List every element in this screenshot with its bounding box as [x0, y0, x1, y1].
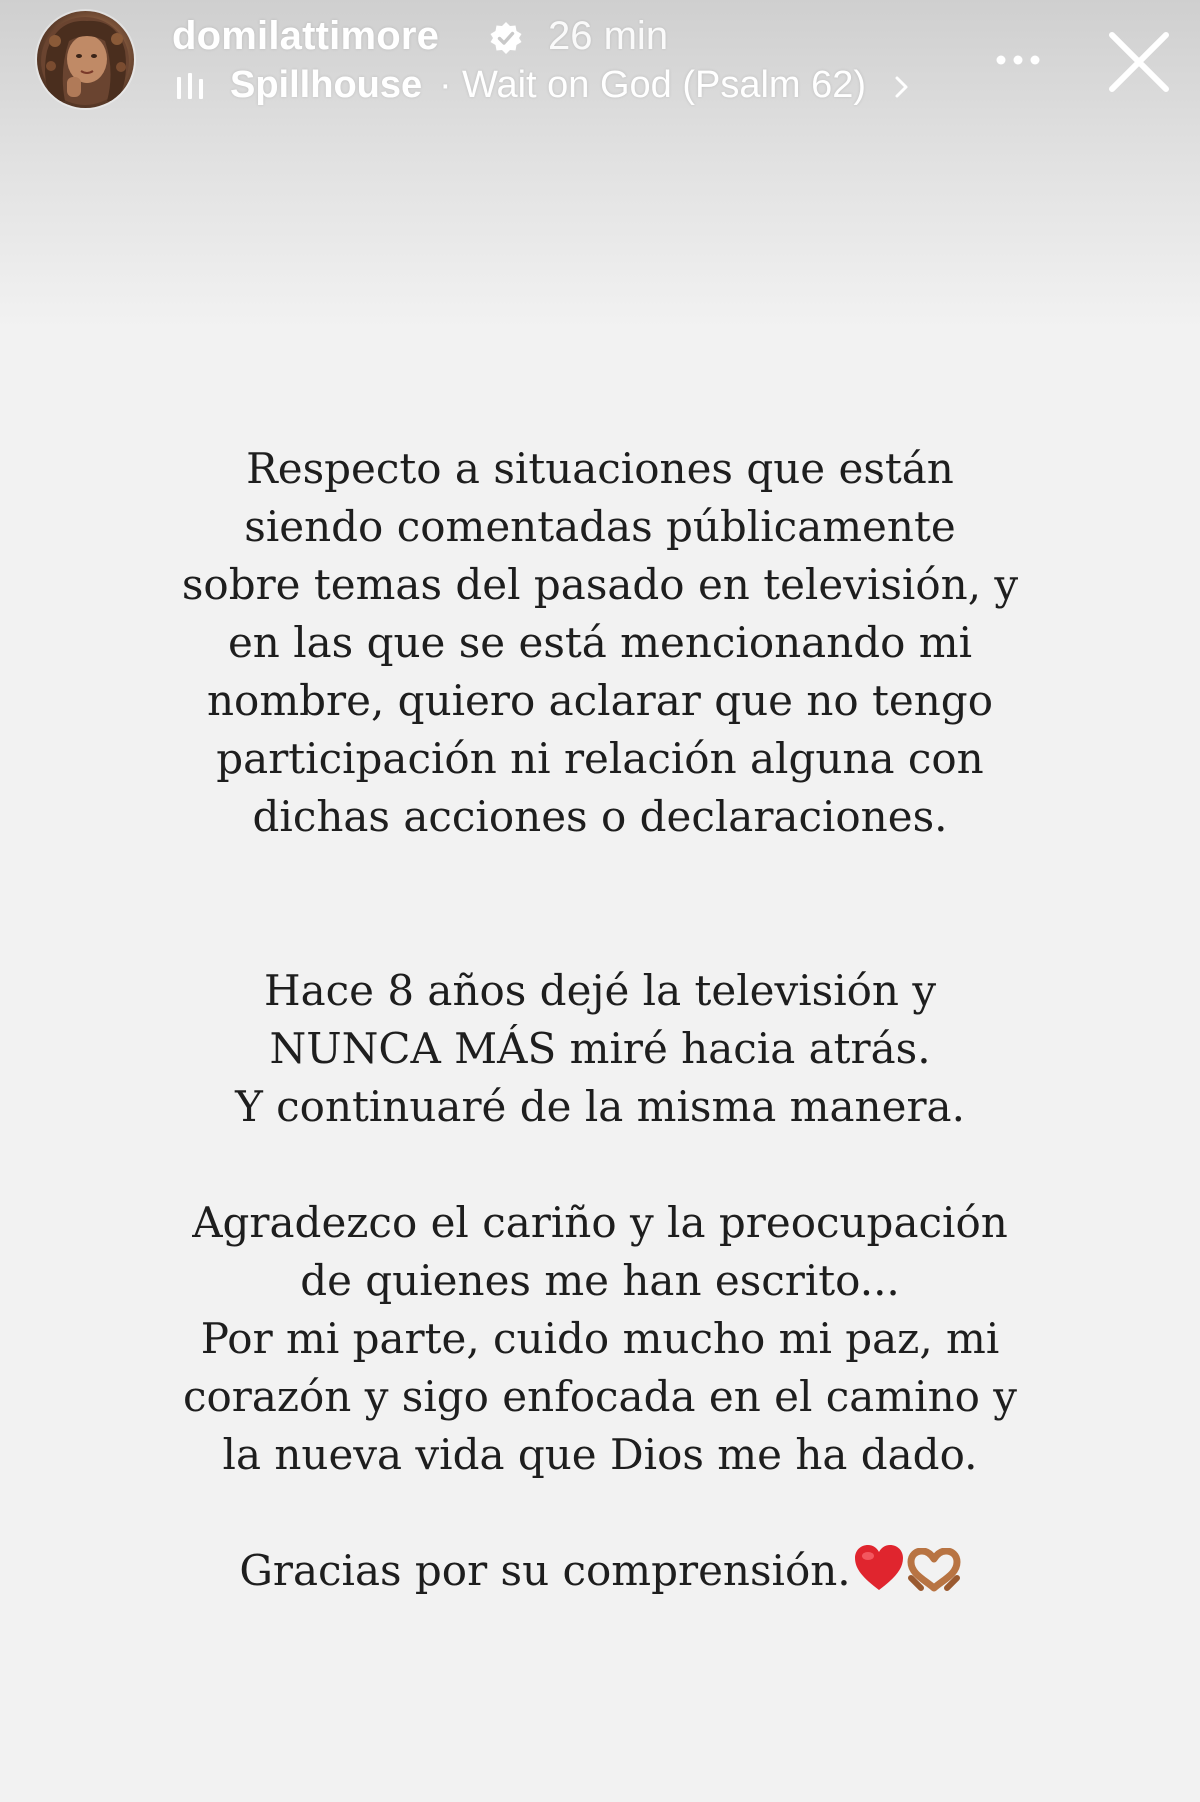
paragraph-spacer [100, 846, 1100, 962]
text-line: sobre temas del pasado en televisión, y [181, 560, 1019, 609]
text-line: dichas acciones o declaraciones. [252, 792, 948, 841]
paragraph-television [100, 962, 1100, 1136]
more-dots-icon [992, 65, 1044, 84]
story-text [100, 440, 1100, 1607]
music-separator: · [439, 64, 452, 106]
text-line: corazón y sigo enfocada en el camino y [182, 1372, 1018, 1421]
text-line: participación ni relación alguna con [216, 734, 984, 783]
music-artist[interactable]: Spillhouse [230, 64, 423, 106]
text-line: Por mi parte, cuido mucho mi paz, mi [200, 1314, 1000, 1363]
text-line: Respecto a situaciones que están [246, 444, 954, 493]
text-line: siendo comentadas públicamente [244, 502, 956, 551]
profile-avatar[interactable] [37, 11, 134, 108]
red-heart-emoji [853, 1544, 905, 1607]
verified-badge-icon [489, 21, 523, 55]
close-icon [1104, 82, 1174, 101]
text-line: de quienes me han escrito... [300, 1256, 900, 1305]
more-options-button[interactable] [992, 40, 1044, 80]
text-line: Gracias por su comprensión. [239, 1546, 851, 1595]
thanks-line [100, 1542, 1100, 1607]
paragraph-thanks [100, 1542, 1100, 1607]
heart-hands-emoji [907, 1548, 961, 1607]
story-header [0, 0, 1200, 130]
username[interactable]: domilattimore [172, 14, 440, 58]
music-track-title[interactable]: Wait on God (Psalm 62) [462, 64, 867, 106]
paragraph-spacer [100, 1484, 1100, 1542]
story-timestamp: 26 min [548, 14, 669, 58]
chevron-right-icon[interactable] [893, 74, 911, 100]
close-button[interactable] [1104, 27, 1174, 97]
text-line: nombre, quiero aclarar que no tengo [207, 676, 993, 725]
music-bars-icon [176, 73, 208, 99]
text-line: en las que se está mencionando mi [227, 618, 973, 667]
text-line: Agradezco el cariño y la preocupación [192, 1198, 1008, 1247]
text-line: NUNCA MÁS miré hacia atrás. [269, 1024, 931, 1073]
text-line: la nueva vida que Dios me ha dado. [222, 1430, 978, 1479]
paragraph-gratitude [100, 1194, 1100, 1484]
text-line: Hace 8 años dejé la televisión y [263, 966, 937, 1015]
paragraph-statement [100, 440, 1100, 846]
text-line: Y continuaré de la misma manera. [235, 1082, 965, 1131]
paragraph-spacer [100, 1136, 1100, 1194]
